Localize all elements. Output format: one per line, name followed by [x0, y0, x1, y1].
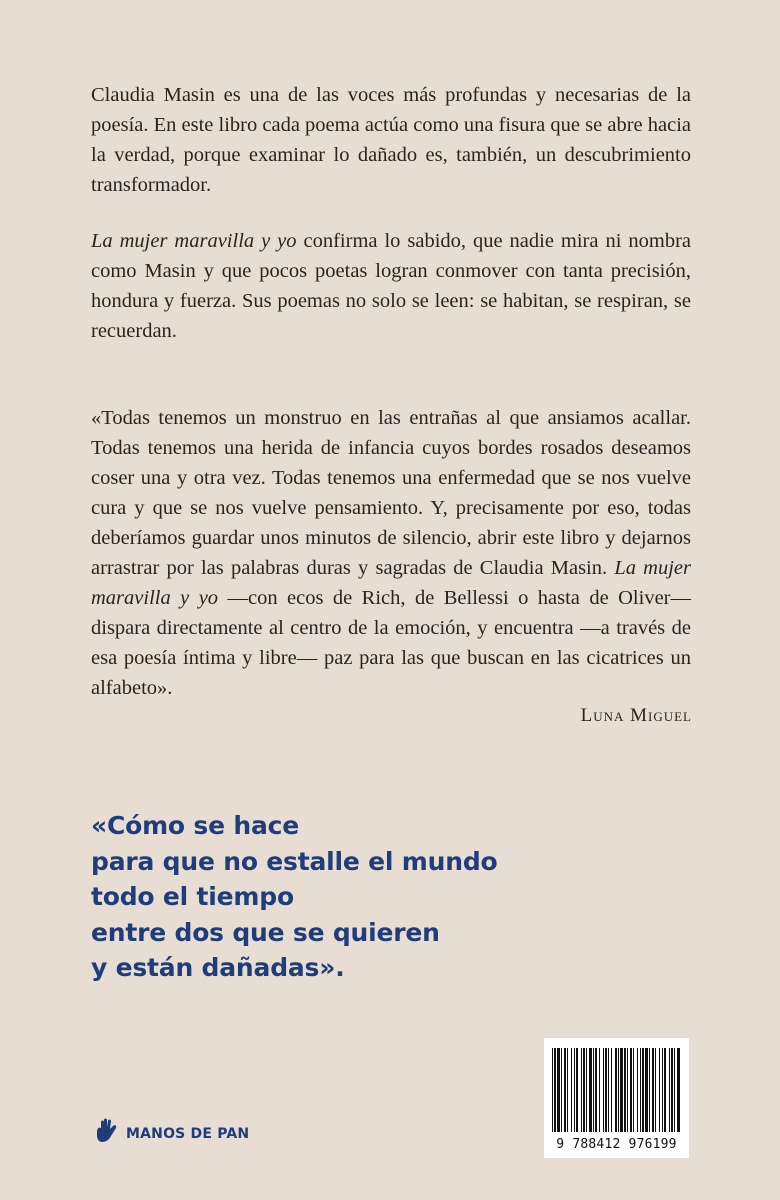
barcode-bar	[671, 1048, 673, 1132]
blurb-paragraph-2	[91, 226, 691, 346]
barcode-bar	[608, 1048, 609, 1132]
barcode-bar	[637, 1048, 638, 1132]
pull-quote-line: «Cómo se hace	[91, 811, 299, 840]
barcode-bar	[649, 1048, 650, 1132]
barcode-bar	[605, 1048, 607, 1132]
blurb-paragraph-1: Claudia Masin es una de las voces más profundas y necesarias de la poesía. En este libro cada poema actúa como una fisura que se abre hacia la verdad, porque examinar lo dañado es, también, un descubrimiento transformador.	[91, 84, 691, 196]
barcode-bar	[669, 1048, 670, 1132]
isbn-digits: 9 788412 976199	[556, 1137, 677, 1152]
barcode-bar	[581, 1048, 582, 1132]
barcode-bar	[655, 1048, 656, 1132]
barcode-bar	[627, 1048, 628, 1132]
review-quote-part-2: —con ecos de Rich, de Bellessi o hasta de Oliver— dispara directamente al centro de la emoción, y encuentra —a través de esa poesía íntima y libre— paz para las que buscan en las cicatrices un alfabeto».	[91, 587, 691, 699]
barcode-bar	[586, 1048, 587, 1132]
isbn-barcode	[544, 1038, 689, 1158]
barcode-bar	[674, 1048, 675, 1132]
barcode-bar	[640, 1048, 641, 1132]
barcode-bar	[620, 1048, 623, 1132]
barcode-bar	[642, 1048, 644, 1132]
barcode-bar	[611, 1048, 612, 1132]
publisher-name: MANOS DE PAN	[126, 1125, 250, 1142]
pull-quote	[91, 808, 498, 986]
barcode-bar	[664, 1048, 666, 1132]
barcode-bar	[677, 1048, 680, 1132]
barcode-bar	[583, 1048, 585, 1132]
barcode-bar	[564, 1048, 566, 1132]
book-title-italic: La mujer maravilla y yo	[91, 557, 691, 609]
blurb-paragraph-2-text: confirma lo sabido, que nadie mira ni nombra como Masin y que pocos poetas logran conmover con tanta precisión, hondura y fuerza. Sus poemas no solo se leen: se habitan, se respiran, se recuerdan.	[91, 230, 691, 342]
barcode-bar	[589, 1048, 592, 1132]
barcode-bar	[624, 1048, 626, 1132]
barcode-bar	[561, 1048, 562, 1132]
barcode-bar	[652, 1048, 654, 1132]
barcode-bar	[567, 1048, 568, 1132]
barcode-bars	[544, 1038, 689, 1138]
book-title-italic: La mujer maravilla y yo	[91, 230, 297, 252]
review-quote	[91, 403, 691, 703]
barcode-bar	[593, 1048, 594, 1132]
barcode-bar	[633, 1048, 634, 1132]
barcode-bar	[571, 1048, 572, 1132]
barcode-bar	[557, 1048, 560, 1132]
pull-quote-line: entre dos que se quieren	[91, 917, 440, 947]
pull-quote-line: y están dañadas».	[91, 953, 345, 982]
barcode-bar	[554, 1048, 556, 1132]
barcode-bar	[599, 1048, 600, 1132]
barcode-bar	[552, 1048, 553, 1132]
hand-icon	[92, 1118, 120, 1149]
publisher-logo	[92, 1118, 249, 1149]
barcode-bar	[645, 1048, 648, 1132]
barcode-bar	[576, 1048, 578, 1132]
barcode-bar	[630, 1048, 632, 1132]
quote-attribution: Luna Miguel	[580, 705, 692, 726]
barcode-bar	[603, 1048, 604, 1132]
review-quote-part-1: «Todas tenemos un monstruo en las entrañas al que ansiamos acallar. Todas tenemos una herida de infancia cuyos bordes rosados deseamos coser una y otra vez. Todas tenemos una enfermedad que se nos vuelve cura y que se nos vuelve pensamiento. Y, precisamente por eso, todas deberíamos guardar unos minutos de silencio, abrir este libro y dejarnos arrastrar por las palabras duras y sagradas de Claudia Masin.	[91, 407, 691, 579]
barcode-bar	[618, 1048, 619, 1132]
pull-quote-line: para que no estalle el mundo	[91, 846, 498, 876]
barcode-bar	[659, 1048, 660, 1132]
barcode-bar	[574, 1048, 575, 1132]
barcode-bar	[615, 1048, 617, 1132]
barcode-bar	[595, 1048, 597, 1132]
pull-quote-line: todo el tiempo	[91, 882, 294, 911]
barcode-bar	[662, 1048, 663, 1132]
